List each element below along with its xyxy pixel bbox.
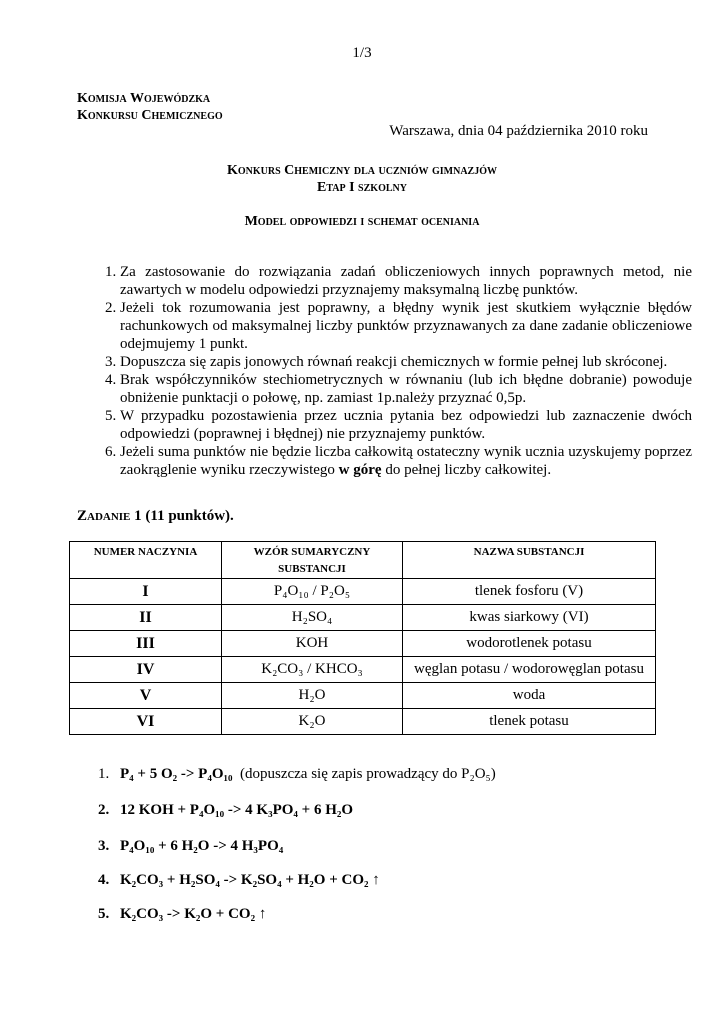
equation-1: [98, 766, 496, 783]
equation-number: 3.: [98, 838, 110, 854]
table-row: [70, 631, 656, 657]
equation-note: (dopuszcza się zapis prowadzący do P₂O₅): [240, 766, 496, 782]
table-header-row: [70, 542, 656, 579]
formula: H₂O: [222, 683, 403, 709]
substance-name: woda: [403, 683, 656, 709]
vessel-number: III: [70, 631, 222, 657]
title-line-2: Etap I szkolny: [317, 180, 407, 195]
equation-text: K₂CO₃ -> K₂O + CO₂ ↑: [120, 906, 267, 922]
vessel-number: IV: [70, 657, 222, 683]
equation-number: 5.: [98, 906, 110, 922]
commission-name: Komisja Wojewódzka: [77, 91, 211, 106]
header-substance-name: NAZWA SUBSTANCJI: [403, 542, 656, 579]
title-line-1: Konkurs Chemiczny dla uczniów gimnazjów: [226, 163, 497, 178]
vessel-number: V: [70, 683, 222, 709]
date-line: Warszawa, dnia 04 października 2010 roku: [389, 123, 648, 139]
rule-item: 5. W przypadku pozostawienia przez ucznia pytania bez odpowiedzi lub zaznaczenie dwóch odpowiedzi (poprawnej i błędnej) nie przyznajemy punktów.: [120, 407, 692, 443]
competition-name: Konkursu Chemicznego: [77, 108, 223, 123]
equation-2: [98, 802, 353, 819]
rule-6-bold: w górę: [338, 462, 382, 478]
formula: K₂O: [222, 709, 403, 735]
equation-number: 4.: [98, 872, 110, 888]
substance-name: tlenek fosforu (V): [403, 579, 656, 605]
page-number: 1/3: [352, 45, 372, 61]
rule-item: 2. Jeżeli tok rozumowania jest poprawny, a błędny wynik jest skutkiem wyłącznie błędów rachunkowych od maksymalnej liczby punktów przyznawanych za dane zadanie obliczeniowe odejmujemy 1 punkt.: [120, 299, 692, 353]
equation-number: 2.: [98, 802, 110, 818]
substance-name: wodorotlenek potasu: [403, 631, 656, 657]
vessel-number: II: [70, 605, 222, 631]
substance-name: węglan potasu / wodorowęglan potasu: [403, 657, 656, 683]
table-row: [70, 579, 656, 605]
equation-text: 12 KOH + P₄O₁₀ -> 4 K₃PO₄ + 6 H₂O: [120, 802, 354, 818]
rule-item: [120, 443, 692, 479]
task-label: Zadanie: [77, 508, 131, 524]
substance-name: kwas siarkowy (VI): [403, 605, 656, 631]
rule-item: 3. Dopuszcza się zapis jonowych równań reakcji chemicznych w formie pełnej lub skróconej.: [120, 353, 692, 371]
formula: KOH: [222, 631, 403, 657]
substances-table: [69, 541, 656, 735]
table-row: [70, 657, 656, 683]
header-vessel-number: NUMER NACZYNIA: [70, 542, 222, 579]
grading-rules-list: [77, 263, 692, 479]
title-line-3: Model odpowiedzi i schemat oceniania: [244, 214, 480, 229]
formula: P₄O₁₀ / P₂O₅: [222, 579, 403, 605]
equation-3: [98, 838, 283, 855]
equation-text: K₂CO₃ + H₂SO₄ -> K₂SO₄ + H₂O + CO₂ ↑: [120, 872, 380, 888]
vessel-number: I: [70, 579, 222, 605]
equation-text: P₄O₁₀ + 6 H₂O -> 4 H₃PO₄: [120, 838, 284, 854]
task-heading: [77, 508, 234, 525]
rule-6-text: Jeżeli suma punktów nie będzie liczba całkowitą ostateczny wynik ucznia uzyskujemy poprzez zaokrąglenie wyniku rzeczywistego: [120, 444, 692, 478]
formula: K₂CO₃ / KHCO₃: [222, 657, 403, 683]
table-row: [70, 605, 656, 631]
equation-number: 1.: [98, 766, 110, 782]
vessel-number: VI: [70, 709, 222, 735]
header-formula: WZÓR SUMARYCZNY SUBSTANCJI: [222, 542, 403, 579]
substance-name: tlenek potasu: [403, 709, 656, 735]
equation-5: [98, 906, 266, 923]
formula: H₂SO₄: [222, 605, 403, 631]
table-row: [70, 683, 656, 709]
table-row: [70, 709, 656, 735]
task-number: 1: [134, 508, 142, 524]
rule-item: 4. Brak współczynników stechiometrycznych w równaniu (lub ich błędne dobranie) powoduje obniżenie punktacji o połowę, np. zamiast 1p.należy przyznać 0,5p.: [120, 371, 692, 407]
task-points: (11 punktów).: [145, 508, 234, 524]
equation-text: P₄ + 5 O₂ -> P₄O₁₀: [120, 766, 233, 782]
rule-item: 1. Za zastosowanie do rozwiązania zadań obliczeniowych innych poprawnych metod, nie zawartych w modelu odpowiedzi przyznajemy maksymalną liczbę punktów.: [120, 263, 692, 299]
equation-4: [98, 872, 380, 889]
rule-6-end: do pełnej liczby całkowitej.: [381, 462, 552, 478]
